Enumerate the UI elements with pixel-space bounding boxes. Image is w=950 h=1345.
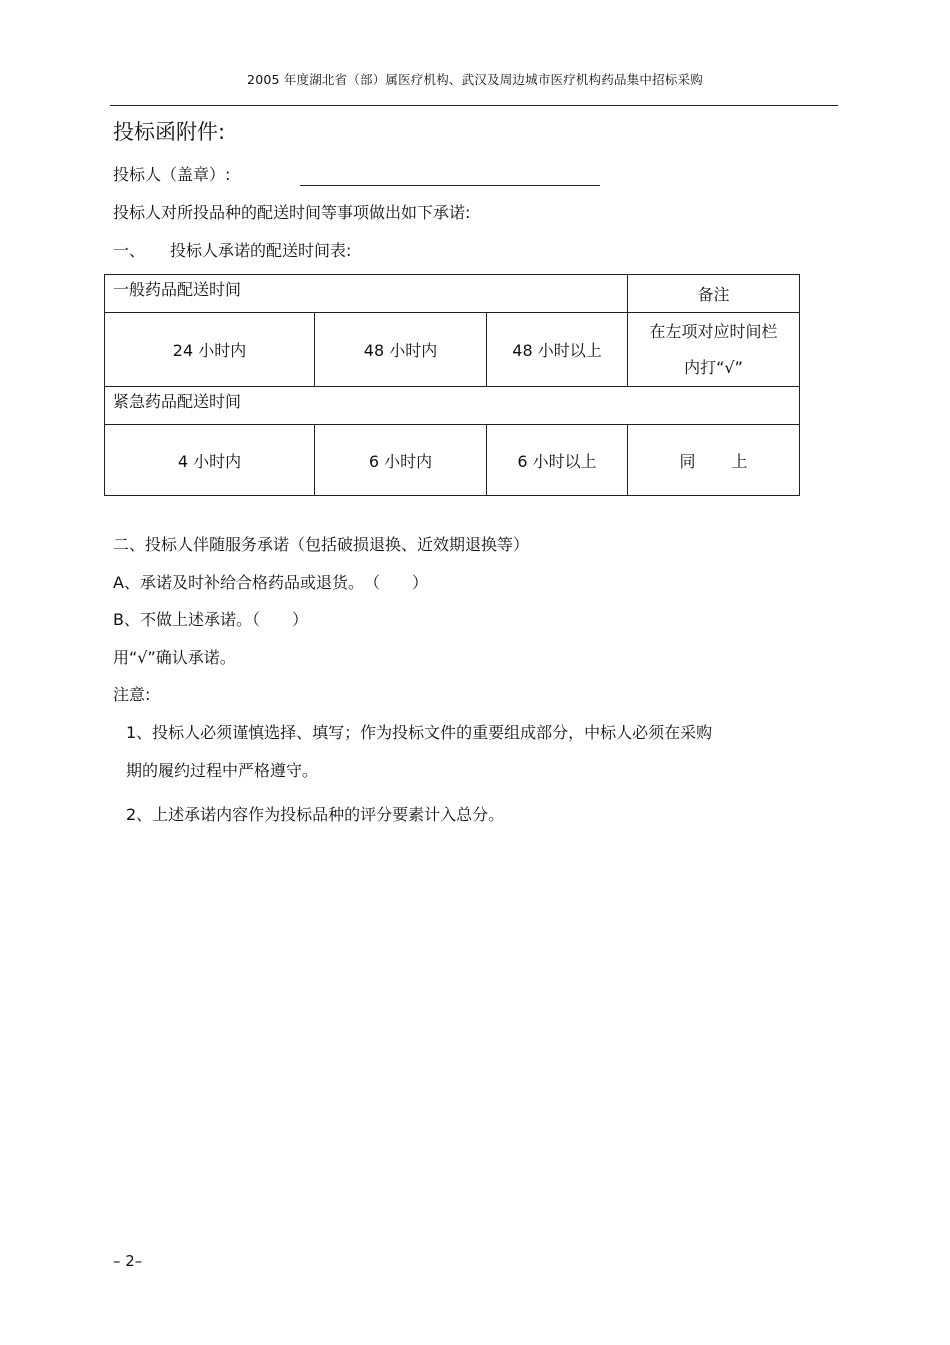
general-remark-line2: 内打“√” <box>684 357 743 377</box>
page-number: – 2– <box>113 1252 143 1270</box>
commitment-option-a[interactable]: A、承诺及时补给合格药品或退货。 （ ） <box>113 573 428 592</box>
general-remark-cell <box>628 313 800 387</box>
urgent-option-4h[interactable]: 4 小时内 <box>105 425 315 496</box>
commitment-option-b[interactable]: B、不做上述承诺。（ ） <box>113 610 308 629</box>
section2-title: 二、投标人伴随服务承诺（包括破损退换、近效期退换等） <box>113 535 530 554</box>
bidder-seal-label: 投标人（盖章）: <box>113 165 231 184</box>
table-row <box>105 313 800 387</box>
header-divider <box>110 105 838 106</box>
page-header-title: 2005 年度湖北省（部）属医疗机构、武汉及周边城市医疗机构药品集中招标采购 <box>247 72 703 87</box>
urgent-remark-cell <box>628 425 800 496</box>
notes-label: 注意: <box>113 685 151 704</box>
confirm-instruction: 用“√”确认承诺。 <box>113 648 236 667</box>
urgent-option-over-6h[interactable]: 6 小时以上 <box>487 425 628 496</box>
note-item-2: 2、上述承诺内容作为投标品种的评分要素计入总分。 <box>126 805 505 824</box>
remark-header: 备注 <box>628 275 800 313</box>
urgent-remark-b: 上 <box>731 451 748 471</box>
general-option-24h[interactable]: 24 小时内 <box>105 313 315 387</box>
page-heading: 投标函附件: <box>113 120 226 144</box>
table-row <box>105 387 800 425</box>
table-row <box>105 275 800 313</box>
delivery-schedule-table <box>104 274 800 496</box>
general-remark-line1: 在左项对应时间栏 <box>649 321 778 341</box>
general-delivery-label: 一般药品配送时间 <box>105 275 628 313</box>
section1-title: 投标人承诺的配送时间表: <box>170 241 352 260</box>
note-item-1-line2: 期的履约过程中严格遵守。 <box>126 761 319 780</box>
urgent-option-6h[interactable]: 6 小时内 <box>315 425 487 496</box>
intro-text: 投标人对所投品种的配送时间等事项做出如下承诺: <box>113 203 471 222</box>
urgent-delivery-label: 紧急药品配送时间 <box>105 387 800 425</box>
urgent-remark-a: 同 <box>679 451 696 471</box>
bidder-seal-blank[interactable] <box>300 185 600 186</box>
note-item-1-line1: 1、投标人必须谨慎选择、填写；作为投标文件的重要组成部分，中标人必须在采购 <box>126 723 713 742</box>
table-row <box>105 425 800 496</box>
general-option-over-48h[interactable]: 48 小时以上 <box>487 313 628 387</box>
general-option-48h[interactable]: 48 小时内 <box>315 313 487 387</box>
section1-number: 一、 <box>113 241 146 260</box>
